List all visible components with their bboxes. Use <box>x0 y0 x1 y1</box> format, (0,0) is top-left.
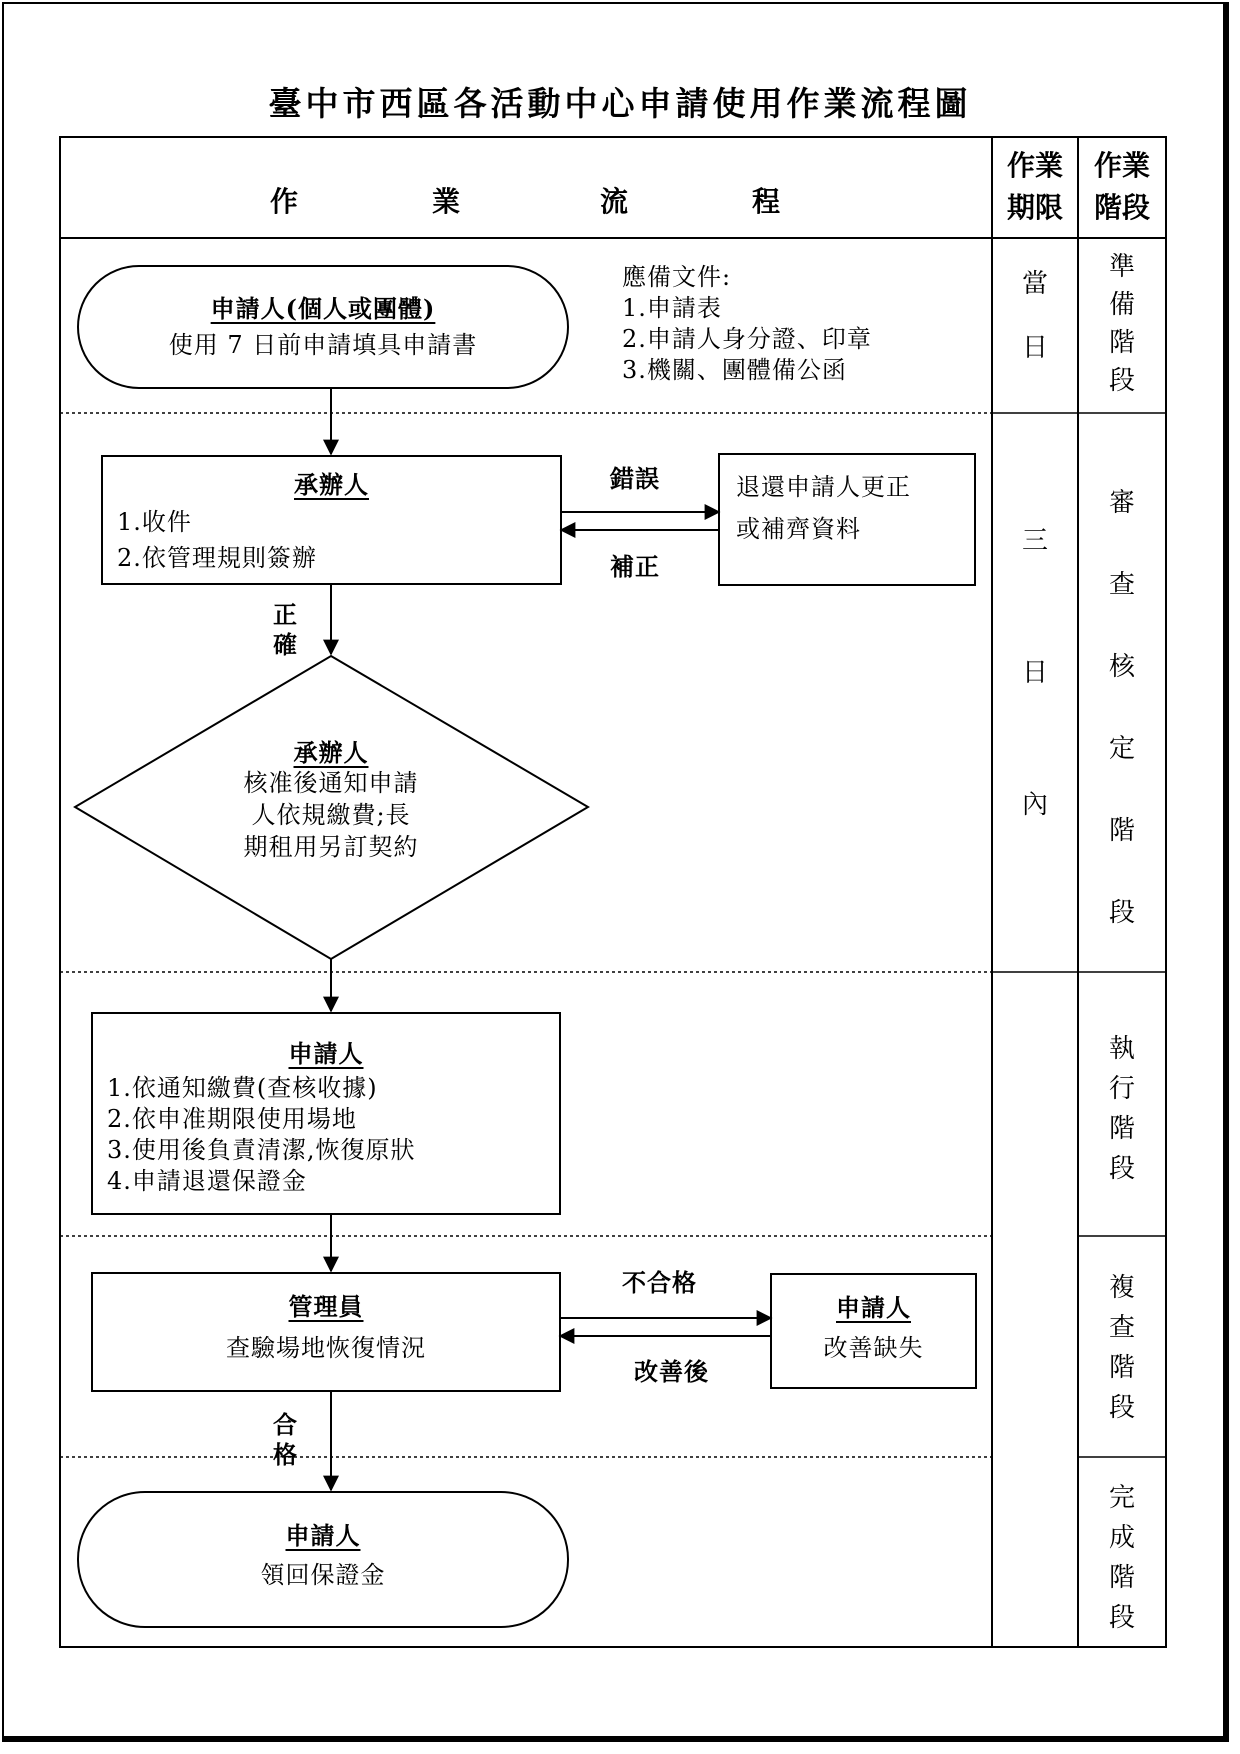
stage-prep: 準 備 階 段 <box>1108 252 1135 396</box>
end-title: 申請人 <box>285 1521 361 1550</box>
header-deadline-line2: 期限 <box>1006 191 1063 224</box>
start-text: 使用 7 日前申請填具申請書 <box>168 331 478 359</box>
improve-title: 申請人 <box>836 1293 911 1322</box>
edge-label-pass: 格 <box>273 1440 298 1469</box>
documents-item: 1.申請表 <box>622 294 722 322</box>
documents-item: 3.機關、團體備公函 <box>622 356 847 384</box>
manager-title: 管理員 <box>288 1292 364 1321</box>
documents-item: 2.申請人身分證、印章 <box>622 325 872 353</box>
page-title: 臺中市西區各活動中心申請使用作業流程圖 <box>268 84 972 123</box>
header-process-char: 程 <box>752 185 781 218</box>
deadline-review: 三 日 內 <box>1021 526 1048 820</box>
documents-heading: 應備文件: <box>622 263 732 291</box>
officer-title: 承辦人 <box>294 470 369 499</box>
header-deadline-line1: 作業 <box>1006 149 1063 182</box>
decision-text: 核准後通知申請 <box>243 769 419 797</box>
edge-label-after-improve: 改善後 <box>634 1357 709 1386</box>
deadline-prep: 當 日 <box>1021 269 1048 363</box>
header-stage-line2: 階段 <box>1093 191 1150 224</box>
end-text: 領回保證金 <box>260 1561 386 1589</box>
stage-execute: 執 行 階 段 <box>1108 1034 1135 1184</box>
return-text: 退還申請人更正 <box>736 473 911 501</box>
improve-text: 改善缺失 <box>823 1334 924 1362</box>
execute-item: 3.使用後負責清潔,恢復原狀 <box>107 1136 416 1164</box>
manager-text: 查驗場地恢復情況 <box>226 1334 426 1362</box>
start-terminal <box>78 266 568 388</box>
decision-text: 人依規繳費;長 <box>251 801 411 829</box>
header-process-char: 流 <box>600 185 629 218</box>
edge-label-pass: 合 <box>273 1410 298 1439</box>
start-title: 申請人(個人或團體) <box>210 294 436 323</box>
execute-title: 申請人 <box>288 1039 364 1068</box>
header-stage-line1: 作業 <box>1093 149 1150 182</box>
edge-label-error: 錯誤 <box>610 464 660 493</box>
return-text: 或補齊資料 <box>736 515 861 543</box>
stage-complete: 完 成 階 段 <box>1108 1483 1135 1633</box>
execute-item: 4.申請退還保證金 <box>107 1167 307 1195</box>
decision-title: 承辦人 <box>293 738 369 767</box>
execute-item: 2.依申准期限使用場地 <box>107 1105 357 1133</box>
header-process-char: 作 <box>270 185 299 218</box>
edge-label-fail: 不合格 <box>622 1268 697 1297</box>
edge-label-correct: 正 <box>273 600 298 629</box>
improve-box <box>771 1274 976 1388</box>
manager-box <box>92 1273 560 1391</box>
execute-item: 1.依通知繳費(查核收據) <box>107 1074 378 1102</box>
officer-item: 1.收件 <box>117 508 192 536</box>
stage-recheck: 複 查 階 段 <box>1108 1273 1135 1423</box>
decision-text: 期租用另訂契約 <box>243 833 419 861</box>
officer-item: 2.依管理規則簽辦 <box>117 544 317 572</box>
edge-label-correct: 確 <box>273 630 298 659</box>
edge-label-correction: 補正 <box>610 552 660 581</box>
header-process-char: 業 <box>432 185 461 218</box>
stage-review: 審 查 核 定 階 段 <box>1108 488 1135 928</box>
